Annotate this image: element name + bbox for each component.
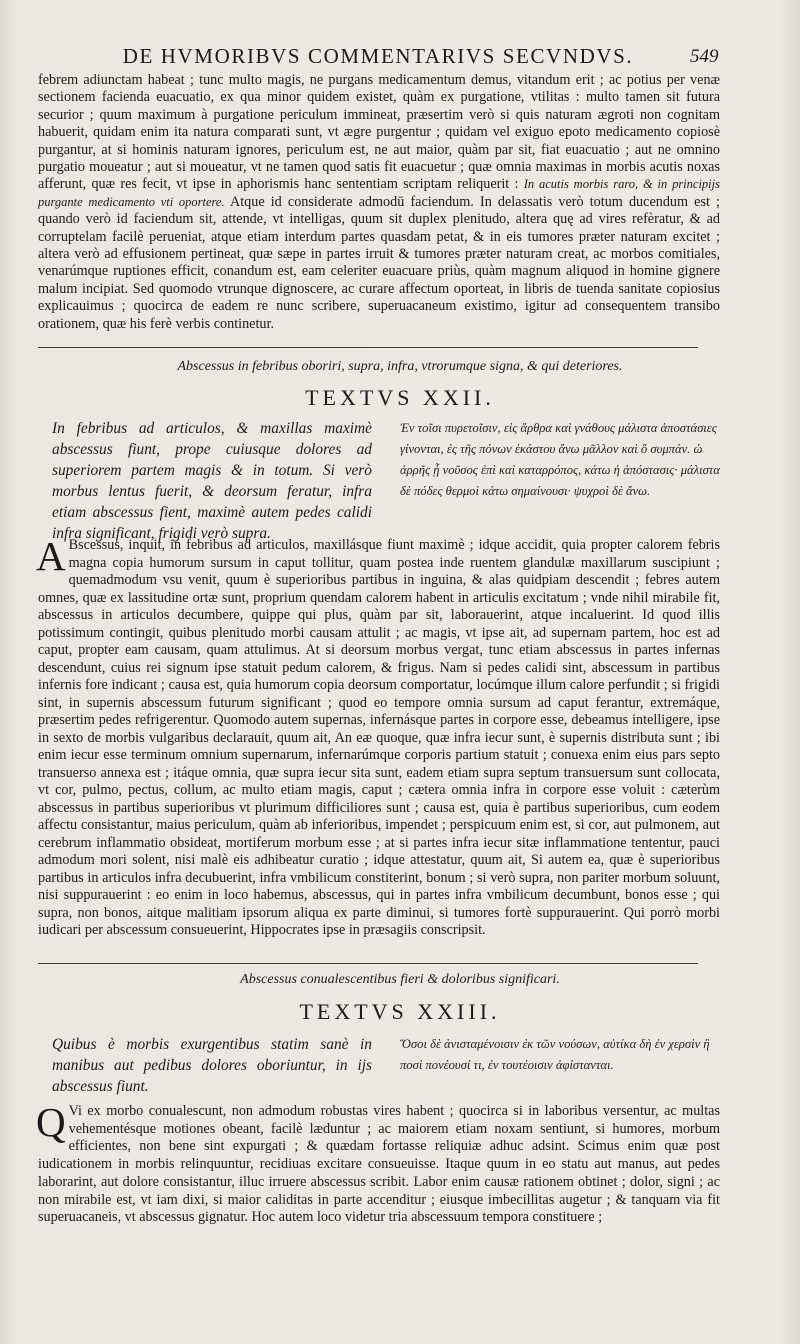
latin-text-23: Quibus è morbis exurgentibus statim sanè in manibus aut pedibus dolores oboriuntur, in ijs abscessus fiunt. xyxy=(52,1036,372,1095)
section-heading-22: Abscessus in febribus oboriri, supra, infra, vtrorumque signa, & qui deteriores. xyxy=(177,359,623,374)
aphorism-quote: In acutis morbis raro, & in principijs purgante medicamento vti oportere. xyxy=(38,177,720,209)
intro-text-before: febrem adiunctam habeat ; tunc multo magis, ne purgans medicamentum demus, vitandum erit ; ac potius per venæ sectionem facienda euacuatio, ex qua minor quidem existet, quàm ex purgatione, vtilitas : multo tamen sit futura securior ; quum maximum à purgatione periculum immineat, præsertim verò si quis naturam ægroti non cognitam habuerit, quidam enim ita natura comparati sunt, vt ægre purgentur ; quidam vel exiguo epoto medicamento copiosè purgantur, at si hominis naturam ignores, periculum est, ne aut maior, quàm par sit, fiat euacuatio ; aut ne omnino purgatio moueatur ; aut si moueatur, vt ne tamen quod satis fit euacuetur ; quæ omnia maximas in morbis acutis noxas afferunt, quæ res fecit, vt ipse in aphorismis hanc sententiam scriptam reliquerit : xyxy=(38,72,720,193)
commentary-22-text: Bscessus, inquit, in febribus ad articulos, maxillásque fiunt maximè ; idque accidit, quia propter calorem febris magna copia humorum sursum in caput tollitur, quam postea inde ruentem glandulæ maxillarum suscipiunt ; quemadmodum vsu venit, quum è superioribus partibus in inguina, & alas quidpiam descendit ; febres autem omnes, quæ ex lassitudine ortæ sunt, proprium quendam calorem habent in articulis excitatum ; vnde nihil mirabile fit, abscessus in articulos decumbere, quippe qui plus, quàm par sit, laborauerint, atque incaluerint. Id quod illis potissimum contingit, quibus plenitudo morbi causam attulit ; ac magis, vt ipse ait, ad supernam partem, hoc est ad caput, propter eam causam, quam attulimus. At si deorsum morbus vergat, tunc etiam abscessus in partes infernas descendunt, cuius rei signum ipse statuit pedum calorem, & frigus. Nam si pedes calidi sint, abscessum in partibus infernis fore indicant ; causa est, quia humorum copia deorsum comportatur, locúmque illum calore perfundit ; si frigidi sint, in supernis abscessum futurum significant ; quod eo tempore omnia sursum ad caput ferantur, extremáque, præsertim pedes refrigerentur. Quomodo autem supernas, infernásque partes in corpore esse, debeamus intelligere, ipse in sexto de morbis vulgaribus declarauit, quum ait, An eæ quoque, quæ infra iecur sunt, è supernis distributa sunt ; ibi enim iecur esse terminum omnium supernarum, infernarúmque corporis partium statuit ; conuexa enim eius pars septo transuerso annexa est ; itáque omnia, quæ supra iecur sita sunt, eadem etiam supra septum transuersum sunt collocata, vt cor, pulmo, pectus, collum, ac multo etiam magis, caput ; cætera omnia infra in corpore esse voluit : cæterùm abscessus in partibus superioribus vt plurimum difficiliores sunt ; causa est, quia è partibus superioribus, cum eodem affectu consistantur, maius periculum, quàm ab inferioribus, impendet ; perspicuum enim est, si cor, aut pulmonem, aut cerebrum inflammatio obsideat, mortiferum morbum esse ; at si partes infra iecur sitæ inflammatione tententur, pauci admodum mori solent, nisi malè eis adhibeatur curatio ; idque attestatur, quum ait, Si autem ea, quæ è superioribus partibus in articulos infra decubuerint, infra vmbilicum constiterint, bonum ; si verò supra, non pariter morbum soluunt, nisi suppurauerint : eo enim in loco habemus, abscessus, qui in partes infra vmbilicum decumbunt, bonos esse ; qui supra, non bonos, aitque malitiam ipsorum aliqua ex parte diminui, si tumores fortè suppurauerint. Qui porrò morbi iudicari per abscessum consueuerint, Hippocrates ipse in præsagiis conscripsit. xyxy=(38,537,720,938)
drop-cap-22: A xyxy=(36,533,66,579)
intro-text-after: Atque id considerate admodū faciendum. In delassatis verò totum ducendum est ; quando verò id faciendum sit, attende, vt intelligas, quum sit duplex plenitudo, altera quę ad vires refèratur, & ad corruptelam facilè perueniat, atque etiam interdum partes quasdam petat, & in eis tumores præter naturam excitet ; altera verò ad effusionem pertineat, quæ sæpe in partes irruit & tumores præter naturam creat, ac morbos comitiales, venarúmque ruptiones efficit, conandum est, eam celeriter euacuare priùs, quàm magnum aliquod in homine gignere malum incipiat. Sed quomodo vtrunque dignoscere, ac curare affectum oporteat, in libris de tuenda sanitate copiosius explicauimus ; quocirca de eadem re nunc scribere, superuacaneum existimo, igitur ad consequentem transibo orationem, quæ his ferè verbis continetur. xyxy=(38,193,720,332)
running-head: DE HVMORIBVS COMMENTARIVS SECVNDVS. xyxy=(122,44,634,68)
latin-text-22: In febribus ad articulos, & maxillas maximè abscessus fiunt, prope cuiusque dolores ad superiorem partem magis & in totum. Si verò morbus lentus fuerit, & deorsum feratur, infra etiam abscessus fient, maximè autem pedes calidi infra significant, frigidi verò supra. xyxy=(52,420,372,542)
section-heading-23: Abscessus conualescentibus fieri & doloribus significari. xyxy=(240,972,560,987)
section-divider xyxy=(38,963,698,964)
commentary-23 xyxy=(36,1099,720,1227)
page-number: 549 xyxy=(690,46,719,67)
textus-title-22: TEXTVS XXII. xyxy=(305,385,495,410)
section-divider xyxy=(38,347,698,348)
textus-title-23: TEXTVS XXIII. xyxy=(299,999,501,1024)
commentary-22 xyxy=(36,533,720,940)
intro-paragraph xyxy=(38,72,720,333)
greek-text-23: Ὅσοι δὲ ἀνισταμένοισιν ἐκ τῶν νούσων, αὐτίκα δὴ ἐν χερσὶν ἢ ποσὶ πονέουσί τι, ἐν τουτέοισιν ἀφίστανται. xyxy=(400,1037,710,1072)
greek-text-22: Ἐν τοῖσι πυρετοῖσιν, εἰς ἄρθρα καὶ γνάθους μάλιστα ἀποστάσιες γίνονται, ἐς τῆς πόνων ἑκάστου ἄνω μᾶλλον καὶ ὅ συμπάν. ὡ ἀρρῆς ᾖ νοῦσος ἐπὶ καὶ καταρρόπος, κάτω ἡ ἀπόστασις· μάλιστα δὲ πόδες θερμοὶ κάτω σημαίνουσι· ψυχροὶ δὲ ἄνω. xyxy=(400,421,720,498)
commentary-23-text: Vi ex morbo conualescunt, non admodum robustas vires habent ; quocirca si in laboribus versentur, ac multas vehementésque motiones obeant, facilè læduntur ; ac maiorem etiam noxam sentiunt, si humores, morbum efficientes, non bene sint expurgati ; & quædam fortasse reliquiæ adhuc adsint. Scimus enim quæ post iudicationem in morbis relinquuntur, recidiuas excitare consueuisse. Itaque quum in eo statu aut manus, aut pedes laborarint, aut dolore consistantur, illuc irruere abscessus scribit. Labor enim causæ rationem obtinet ; dolor, signi ; ac non mirabile est, vt iam dixi, si maior caliditas in parte accenditur ; eiusque imbecillitas augetur ; & tanquam via fit superuacaneis, vt abscessus gignatur. Hoc autem loco videtur tria abscessuum tempora constituere ; xyxy=(38,1103,720,1226)
drop-cap-23: Q xyxy=(36,1099,66,1145)
